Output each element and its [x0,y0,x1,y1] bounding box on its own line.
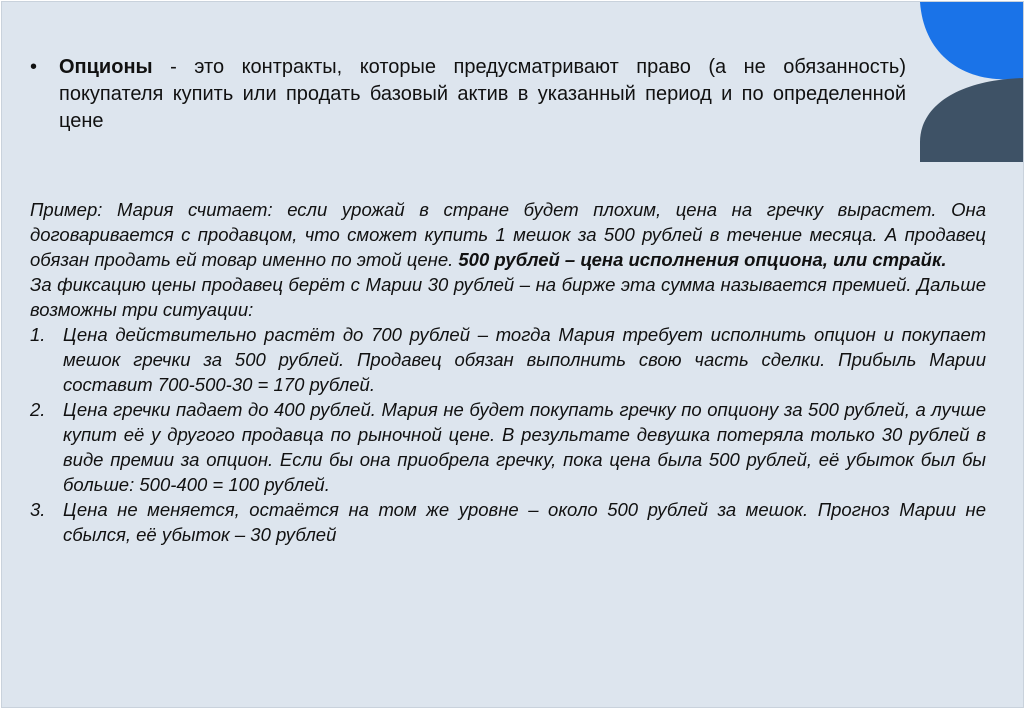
definition-bullet [30,54,906,135]
list-item-number: 2. [30,399,46,420]
dark-leaf-shape [920,78,1023,162]
situations-list [30,322,986,547]
premium-text: За фиксацию цены продавец берёт с Марии 30 рублей – на бирже эта сумма называется премией. Дальше возможны три ситуации: [30,274,986,320]
list-item-text: Цена не меняется, остаётся на том же уровне – около 500 рублей за мешок. Прогноз Марии не сбылся, её убыток – 30 рублей [63,499,986,545]
slide [1,1,1024,708]
example-intro [30,197,986,272]
blue-leaf-shape [920,2,1023,79]
list-item-number: 1. [30,324,46,345]
list-item-text: Цена гречки падает до 400 рублей. Мария не будет покупать гречку по опциону за 500 рублей, а лучше купит её у другого продавца по рыночной цене. В результате девушка потеряла только 30 рублей в виде премии за опцион. Если бы она приобрела гречку, пока цена была 500 рублей, её убыток был бы больше: 500-400 = 100 рублей. [63,399,986,495]
list-item-text: Цена действительно растёт до 700 рублей – тогда Мария требует исполнить опцион и покупает мешок гречки за 500 рублей. Продавец обязан выполнить свою часть сделки. Прибыль Марии составит 700-500-30 = 170 рублей. [63,324,986,395]
example-block [30,197,986,547]
list-item [30,497,986,547]
definition-text [59,54,906,135]
list-item-number: 3. [30,499,46,520]
strike-definition: 500 рублей – цена исполнения опциона, или страйк. [458,249,947,270]
list-item [30,397,986,497]
definition-body: - это контракты, которые предусматривают право (а не обязанность) покупателя купить или продать базовый актив в указанный период и по определенной цене [59,56,906,132]
example-intro-text: Пример: Мария считает: если урожай в стране будет плохим, цена на гречку вырастет. Она договаривается с продавцом, что сможет купить 1 мешок за 500 рублей в течение месяца. А продавец обязан продать ей товар именно по этой цене. [30,199,986,270]
list-item [30,322,986,397]
bullet-marker: • [30,56,38,78]
definition-term: Опционы [59,56,153,78]
